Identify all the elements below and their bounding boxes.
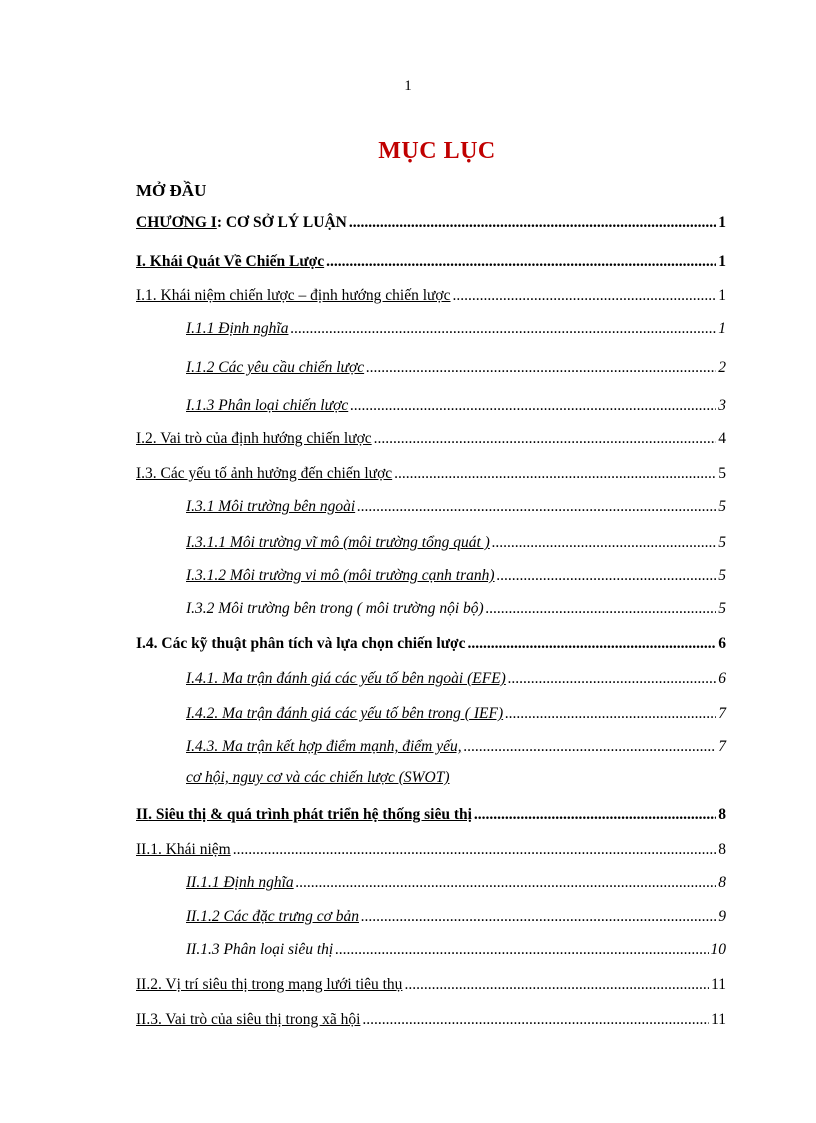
toc-page: 7 (718, 738, 726, 755)
toc-page: 5 (718, 465, 726, 482)
toc-leader (357, 497, 716, 517)
toc-label: II.3. Vai trò của siêu thị trong xã hội (136, 1011, 361, 1028)
toc-page: 10 (710, 941, 726, 958)
toc-leader (464, 737, 717, 757)
toc-label: II.1.3 Phân loại siêu thị (186, 941, 334, 958)
toc-label: I.4.2. Ma trận đánh giá các yếu tố bên trong ( IEF) (186, 705, 504, 722)
toc-label: I.3.1 Môi trường bên ngoài (186, 498, 356, 515)
toc-entry-chapter-1[interactable] (136, 211, 726, 233)
toc-leader (453, 286, 717, 306)
toc-label: : CƠ SỞ LÝ LUẬN (216, 214, 347, 231)
toc-leader (335, 940, 708, 960)
toc-leader (233, 840, 717, 860)
toc-page: 2 (718, 359, 726, 376)
toc-page: 8 (718, 806, 726, 823)
toc-label: I.4.1. Ma trận đánh giá các yếu tố bên ngoài (EFE) (186, 670, 506, 687)
toc-page: 7 (718, 705, 726, 722)
toc-page: 8 (718, 874, 726, 891)
toc-label: I.1.1 Định nghĩa (186, 320, 289, 337)
toc-entry-1-1-1[interactable] (186, 317, 726, 339)
toc-label: . Siêu thị & quá trình phát triển hệ thống siêu thị (148, 806, 472, 823)
toc-page: 9 (718, 908, 726, 925)
toc-leader (290, 319, 716, 339)
toc-entry-1-1[interactable] (136, 284, 726, 306)
toc-entry-1-4-2[interactable] (186, 702, 726, 724)
toc-entry-2-1-1[interactable] (186, 871, 726, 893)
toc-leader (486, 599, 717, 619)
toc-entry-1-2[interactable] (136, 427, 726, 449)
toc-leader (492, 533, 716, 553)
toc-label: I.3. Các yếu tố ảnh hưởng đến chiến lược (136, 465, 393, 482)
toc-entry-2-2[interactable] (136, 973, 726, 995)
toc-leader (326, 252, 716, 272)
toc-leader (467, 634, 716, 654)
page-title: MỤC LỤC (378, 138, 496, 164)
toc-entry-section-1[interactable] (136, 250, 726, 272)
toc-page: 11 (711, 1011, 726, 1028)
toc-entry-1-3-1[interactable] (186, 495, 726, 517)
toc-entry-2-3[interactable] (136, 1008, 726, 1030)
toc-entry-1-3-1-2[interactable] (186, 564, 726, 586)
intro-heading: MỞ ĐẦU (136, 181, 207, 200)
toc-label: I.1.3 Phân loại chiến lược (186, 397, 349, 414)
toc-label: II.2. Vị trí siêu thị trong mạng lưới tiêu thụ (136, 976, 403, 993)
toc-label: II.1. Khái niệm (136, 841, 231, 858)
toc-leader (474, 805, 716, 825)
toc-leader (374, 429, 717, 449)
toc-page: 6 (718, 635, 726, 652)
toc-label: II.1.2 Các đặc trưng cơ bản (186, 908, 359, 925)
toc-page: 6 (718, 670, 726, 687)
toc-page: 11 (711, 976, 726, 993)
toc-label: I. Khái Quát Về Chiến Lược (136, 253, 325, 270)
toc-label: I.3.1.1 Môi trường vĩ mô (môi trường tổng quát ) (186, 534, 490, 551)
toc-entry-1-4-3[interactable] (186, 735, 726, 757)
toc-label-underlined: II (136, 806, 149, 823)
toc-page: 8 (718, 841, 726, 858)
toc-page: 5 (718, 567, 726, 584)
toc-page: 1 (718, 320, 726, 337)
toc-label: I.4. Các kỹ thuật phân tích và lựa chọn chiến lược (136, 635, 466, 652)
toc-leader (350, 396, 716, 416)
toc-page: 1 (718, 214, 726, 231)
toc-page: 5 (718, 534, 726, 551)
toc-label: I.2. Vai trò của định hướng chiến lược (136, 430, 372, 447)
toc-leader (349, 213, 716, 233)
toc-leader (362, 1010, 709, 1030)
toc-label: I.3.2 Môi trường bên trong ( môi trường nội bộ) (186, 600, 484, 617)
toc-page: 1 (718, 287, 726, 304)
toc-leader (366, 358, 716, 378)
toc-label-underlined: CHƯƠNG I (136, 214, 217, 231)
toc-entry-1-4-1[interactable] (186, 667, 726, 689)
toc-entry-2-1-3[interactable] (186, 938, 726, 960)
toc-page: 3 (718, 397, 726, 414)
toc-page: 5 (718, 600, 726, 617)
toc-entry-2-1[interactable] (136, 838, 726, 860)
toc-entry-1-3-1-1[interactable] (186, 531, 726, 553)
toc-label: I.1. Khái niệm chiến lược – định hướng chiến lược (136, 287, 451, 304)
toc-entry-1-3-2[interactable] (186, 597, 726, 619)
toc-page: 5 (718, 498, 726, 515)
toc-leader (404, 975, 709, 995)
toc-page: 1 (718, 253, 726, 270)
toc-leader (296, 873, 717, 893)
toc-label: I.4.3. Ma trận kết hợp điểm mạnh, điểm yếu, (186, 738, 462, 755)
toc-leader (361, 907, 716, 927)
toc-leader (394, 464, 716, 484)
toc-label: I.3.1.2 Môi trường vi mô (môi trường cạnh tranh) (186, 567, 495, 584)
toc-page: 4 (718, 430, 726, 447)
toc-leader (505, 704, 716, 724)
toc-entry-1-3[interactable] (136, 462, 726, 484)
toc-label: II.1.1 Định nghĩa (186, 874, 294, 891)
toc-label: I.1.2 Các yêu cầu chiến lược (186, 359, 365, 376)
toc-entry-section-2[interactable] (136, 803, 726, 825)
toc-entry-1-4[interactable] (136, 632, 726, 654)
toc-leader (508, 669, 716, 689)
toc-leader (497, 566, 717, 586)
toc-entry-1-1-2[interactable] (186, 356, 726, 378)
toc-entry-1-1-3[interactable] (186, 394, 726, 416)
toc-entry-1-4-3-continued[interactable]: cơ hội, nguy cơ và các chiến lược (SWOT) (186, 769, 450, 786)
toc-entry-2-1-2[interactable] (186, 905, 726, 927)
page-number: 1 (404, 78, 412, 94)
